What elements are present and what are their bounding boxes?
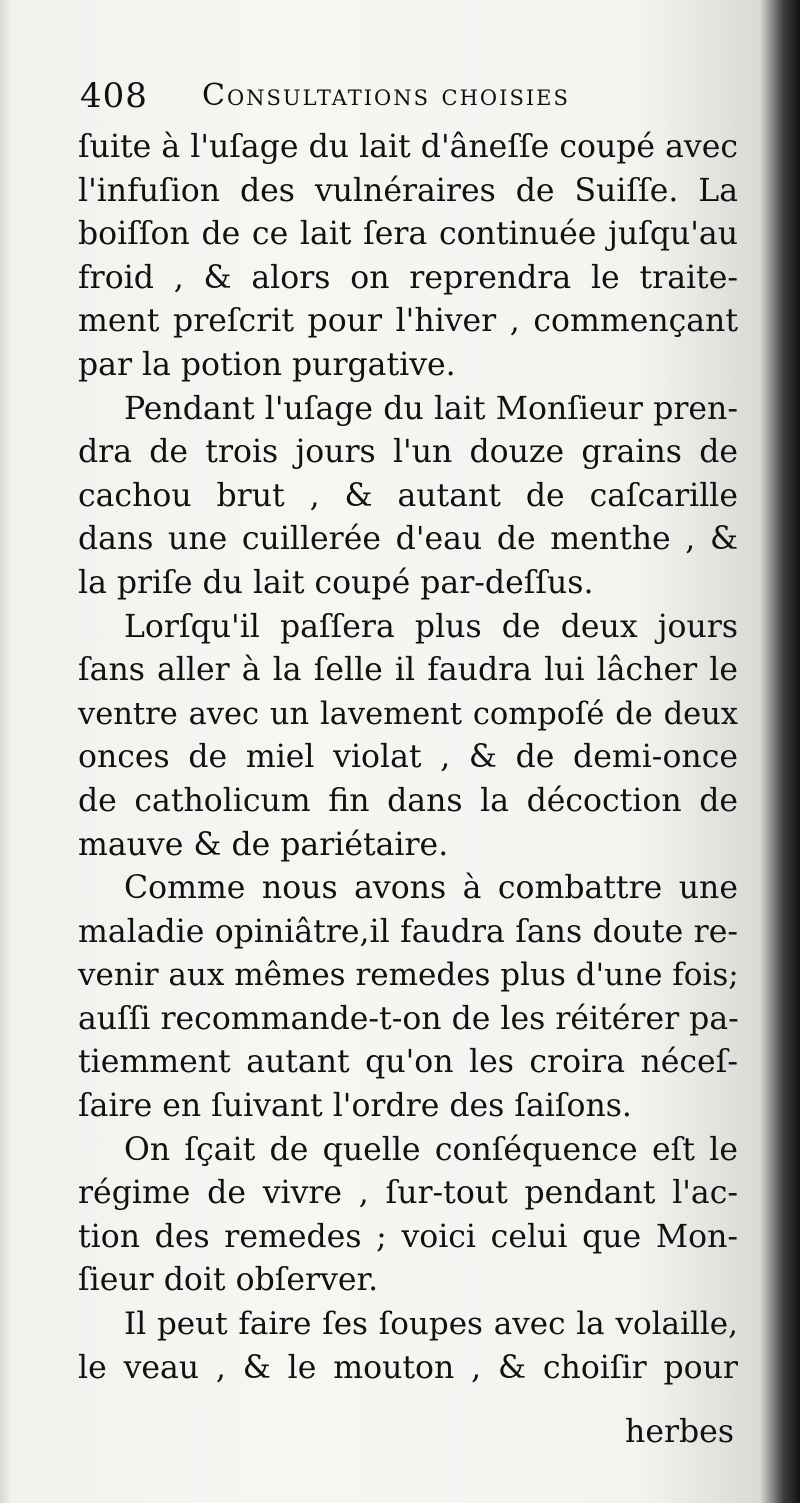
text-line: venir aux mêmes remedes plus d'une fois; [78, 957, 739, 994]
text-line: boiſſon de ce lait ſera continuée juſqu'au [78, 216, 738, 253]
text-line: ſuite à l'uſage du lait d'âneſſe coupé avec [78, 129, 738, 165]
page-number: 408 [80, 76, 148, 116]
text-line: On ſçait de quelle conſéquence eſt le [124, 1131, 738, 1168]
text-line: froid , & alors on reprendra le traite- [78, 259, 738, 296]
text-line: dans une cuillerée d'eau de menthe , & [78, 521, 738, 558]
text-line: maladie opiniâtre,il faudra ſans doute re- [78, 913, 738, 950]
running-head: Consultations choisies [202, 78, 570, 113]
text-line: Comme nous avons à combattre une [124, 870, 738, 907]
text-line: tiemment autant qu'on les croira néceſ- [78, 1044, 738, 1081]
text-line: l'infuſion des vulnéraires de Suiſſe. La [78, 172, 738, 209]
text-line: régime de vivre , ſur-tout pendant l'ac- [78, 1175, 738, 1212]
text-line: cachou brut , & autant de caſcarille [78, 477, 738, 514]
text-line: mauve & de pariétaire. [78, 826, 449, 863]
text-line: ſieur doit obſerver. [78, 1262, 379, 1299]
text-line: ſans aller à la ſelle il faudra lui lâcher le [78, 652, 738, 689]
text-line: Pendant l'uſage du lait Monſieur pren- [124, 390, 738, 427]
text-line: le veau , & le mouton , & choiſir pour [78, 1349, 738, 1386]
text-line: ventre avec un lavement compoſé de deux [78, 696, 738, 732]
text-line: onces de miel violat , & de demi-once [78, 739, 738, 776]
text-line: tion des remedes ; voici celui que Mon- [78, 1218, 738, 1255]
catchword: herbes [625, 1414, 734, 1450]
page-edge-shadow [0, 0, 12, 1503]
text-line: ment preſcrit pour l'hiver , commençant [78, 303, 738, 340]
text-line: Lorſqu'il paſſera plus de deux jours [124, 608, 738, 645]
page-header [80, 76, 740, 126]
text-line: la priſe du lait coupé par-deſſus. [78, 564, 594, 601]
text-line: ſaire en ſuivant l'ordre des ſaiſons. [78, 1088, 632, 1125]
text-line: auſſi recommande-t-on de les réitérer pa- [78, 1000, 739, 1037]
text-line: Il peut faire ſes ſoupes avec la volaille, [124, 1306, 738, 1343]
text-line: par la potion purgative. [78, 346, 456, 383]
body-text [78, 126, 738, 1390]
text-line: de catholicum fin dans la décoction de [78, 782, 738, 819]
text-line: dra de trois jours l'un douze grains de [78, 434, 738, 471]
